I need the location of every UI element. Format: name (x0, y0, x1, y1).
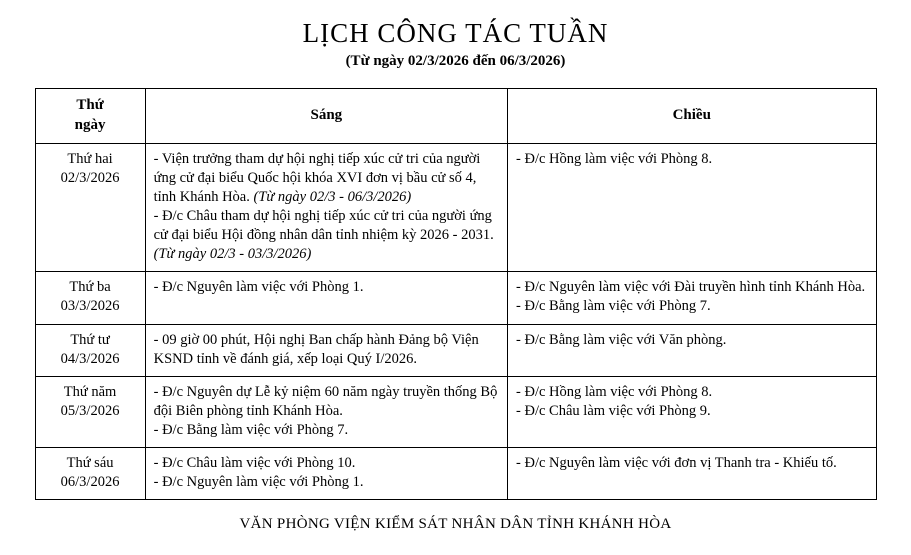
morning-entry (154, 207, 499, 264)
morning-entry-text: - Đ/c Nguyên làm việc với Phòng 1. (153, 474, 364, 491)
table-header (35, 89, 876, 144)
afternoon-entry (516, 454, 867, 473)
table-row (35, 376, 876, 447)
day-name: Thứ năm (63, 383, 117, 400)
afternoon-entry-text: - Đ/c Hồng làm việc với Phòng 8. (516, 383, 713, 400)
cell-day (35, 448, 145, 500)
cell-day (35, 324, 145, 376)
day-name: Thứ hai (67, 150, 113, 167)
afternoon-entry-text: - Đ/c Nguyên làm việc với Đài truyền hình tỉnh Khánh Hòa. (516, 279, 866, 296)
afternoon-entry (516, 331, 867, 350)
morning-entry (154, 421, 499, 440)
day-date: 03/3/2026 (60, 298, 120, 315)
afternoon-entry (516, 150, 867, 169)
page-subtitle: (Từ ngày 02/3/2026 đến 06/3/2026) (345, 53, 566, 69)
cell-morning (145, 272, 507, 324)
afternoon-entry-text: - Đ/c Châu làm việc với Phòng 9. (516, 402, 711, 419)
day-name: Thứ sáu (66, 455, 114, 472)
cell-morning (145, 448, 507, 500)
cell-morning (145, 143, 507, 272)
table-header-row (35, 89, 876, 144)
morning-entry-text: - Đ/c Châu làm việc với Phòng 10. (153, 455, 356, 472)
morning-entry-text: - Đ/c Bằng làm việc với Phòng 7. (153, 422, 349, 439)
morning-entry-note: (Từ ngày 02/3 - 03/3/2026) (153, 246, 312, 263)
morning-entry-text: - Đ/c Châu tham dự hội nghị tiếp xúc cử tri của người ứng cử đại biểu Hội đồng nhân dân tỉnh nhiệm kỳ 2026 - 2031. (153, 207, 494, 244)
afternoon-entry-text: - Đ/c Bằng làm việc với Phòng 7. (516, 298, 711, 315)
column-header-day-line1: Thứ (76, 97, 104, 113)
morning-entry-text: - Đ/c Nguyên dự Lễ kỷ niệm 60 năm ngày truyền thống Bộ đội Biên phòng tỉnh Khánh Hòa. (153, 383, 498, 419)
day-name: Thứ tư (70, 331, 110, 348)
weekly-schedule-table (35, 88, 877, 500)
morning-entry-text: - Đ/c Nguyên làm việc với Phòng 1. (153, 279, 364, 296)
afternoon-entry (516, 383, 867, 402)
day-date: 05/3/2026 (60, 402, 120, 419)
morning-entry (154, 473, 499, 492)
column-header-morning: Sáng (145, 89, 507, 144)
cell-afternoon (508, 143, 876, 272)
morning-entry (154, 331, 499, 369)
cell-day (35, 143, 145, 272)
column-header-day-line2: ngày (74, 116, 106, 133)
table-body (35, 143, 876, 500)
cell-afternoon (508, 448, 876, 500)
morning-entry (154, 150, 499, 207)
column-header-afternoon: Chiều (508, 89, 876, 144)
afternoon-entry (516, 278, 867, 297)
cell-afternoon (508, 272, 876, 324)
column-header-day (35, 89, 145, 144)
day-date: 04/3/2026 (60, 350, 120, 367)
afternoon-entry (516, 402, 867, 421)
table-row (35, 143, 876, 272)
table-row (35, 448, 876, 500)
day-date: 06/3/2026 (60, 474, 120, 491)
footer (0, 515, 911, 533)
morning-entry (154, 383, 499, 421)
page-title: LỊCH CÔNG TÁC TUẦN (302, 18, 609, 48)
day-date: 02/3/2026 (60, 169, 120, 186)
afternoon-entry-text: - Đ/c Nguyên làm việc với đơn vị Thanh tra - Khiếu tố. (516, 455, 837, 472)
footer-office-name: VĂN PHÒNG VIỆN KIỂM SÁT NHÂN DÂN TỈNH KHÁNH HÒA (239, 516, 672, 532)
cell-day (35, 272, 145, 324)
title-block (0, 0, 911, 70)
cell-afternoon (508, 324, 876, 376)
morning-entry-text: - Viện trưởng tham dự hội nghị tiếp xúc cử tri của người ứng cử đại biểu Quốc hội khóa XVI đơn vị bầu cử số 4, tỉnh Khánh Hòa. (153, 150, 481, 205)
afternoon-entry-text: - Đ/c Hồng làm việc với Phòng 8. (516, 150, 713, 167)
afternoon-entry-text: - Đ/c Bằng làm việc với Văn phòng. (516, 331, 727, 348)
cell-afternoon (508, 376, 876, 447)
day-name: Thứ ba (69, 279, 111, 296)
cell-morning (145, 376, 507, 447)
table-row (35, 324, 876, 376)
cell-day (35, 376, 145, 447)
cell-morning (145, 324, 507, 376)
table-row (35, 272, 876, 324)
morning-entry (154, 278, 499, 297)
morning-entry (154, 454, 499, 473)
morning-entry-text: - 09 giờ 00 phút, Hội nghị Ban chấp hành Đảng bộ Viện KSND tỉnh về đánh giá, xếp loại Quý I/2026. (153, 331, 479, 367)
afternoon-entry (516, 297, 867, 316)
morning-entry-note: (Từ ngày 02/3 - 06/3/2026) (253, 188, 412, 205)
